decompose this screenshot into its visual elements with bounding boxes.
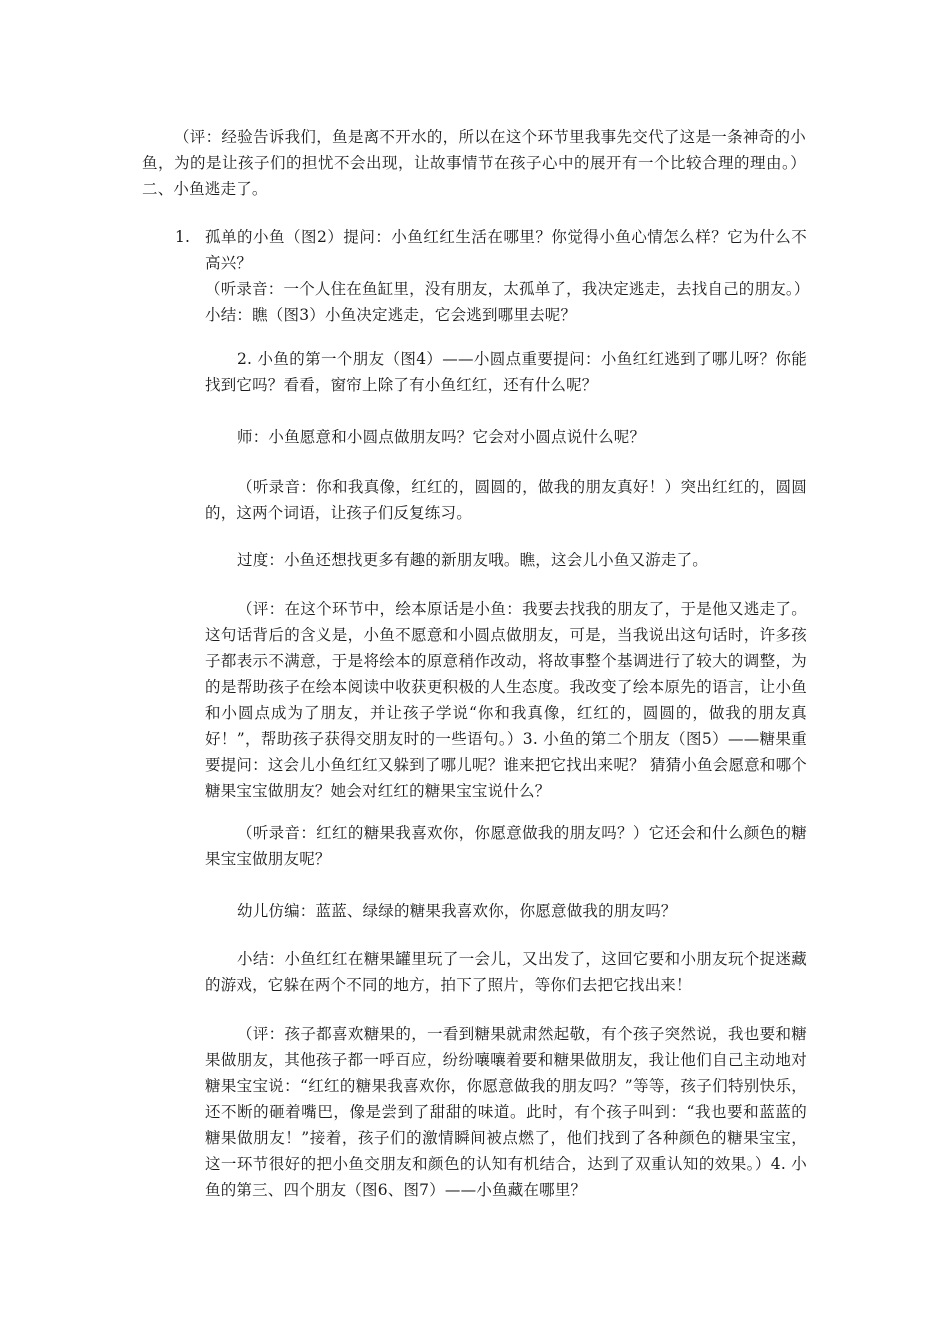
list-item-1 [175, 224, 810, 328]
list-item-1-question: 孤单的小鱼（图2）提问：小鱼红红生活在哪里？你觉得小鱼心情怎么样？它为什么不高兴？ [205, 228, 807, 272]
paragraph-friend-1: 2. 小鱼的第一个朋友（图4）——小圆点重要提问：小鱼红红逃到了哪儿呀？你能找到它吗？看看，窗帘上除了有小鱼红红，还有什么呢？ [205, 350, 807, 394]
paragraph-transition: 过度：小鱼还想找更多有趣的新朋友哦。瞧，这会儿小鱼又游走了。 [237, 551, 709, 569]
paragraph-comment-1: （评：在这个环节中，绘本原话是小鱼：我要去找我的朋友了，于是他又逃走了。这句话背后的含义是，小鱼不愿意和小圆点做朋友，可是，当我说出这句话时，许多孩子都表示不满意，于是将绘本的原意稍作改动，将故事整个基调进行了较大的调整，为的是帮助孩子在绘本阅读中收获更积极的人生态度。我改变了绘本原先的语言，让小鱼和小圆点成为了朋友，并让孩子学说“你和我真像，红红的，圆圆的，做我的朋友真好！”，帮助孩子获得交朋友时的一些语句。）3. 小鱼的第二个朋友（图5）——糖果重要提问：这会儿小鱼红红又躲到了哪儿呢？谁来把它找出来呢？ 猜猜小鱼会愿意和哪个糖果宝宝做朋友？她会对红红的糖果宝宝说什么？ [205, 600, 807, 800]
list-item-1-summary: 小结：瞧（图3）小鱼决定逃走，它会逃到哪里去呢？ [205, 306, 577, 324]
paragraph-child-imitation: 幼儿仿编：蓝蓝、绿绿的糖果我喜欢你，你愿意做我的朋友吗？ [237, 902, 677, 920]
paragraph-comment-2: （评：孩子都喜欢糖果的，一看到糖果就肃然起敬，有个孩子突然说，我也要和糖果做朋友，其他孩子都一呼百应，纷纷嚷嚷着要和糖果做朋友，我让他们自己主动地对糖果宝宝说：“红红的糖果我喜欢你，你愿意做我的朋友吗？”等等，孩子们特别快乐，还不断的砸着嘴巴，像是尝到了甜甜的味道。此时，有个孩子叫到：“我也要和蓝蓝的糖果做朋友！”接着，孩子们的激情瞬间被点燃了，他们找到了各种颜色的糖果宝宝，这一环节很好的把小鱼交朋友和颜色的认知有机结合，达到了双重认知的效果。）4. 小鱼的第三、四个朋友（图6、图7）——小鱼藏在哪里？ [205, 1025, 807, 1199]
paragraph-teacher-question: 师：小鱼愿意和小圆点做朋友吗？它会对小圆点说什么呢？ [237, 428, 646, 446]
paragraph-summary-2: 小结：小鱼红红在糖果罐里玩了一会儿，又出发了，这回它要和小朋友玩个捉迷藏的游戏，它躲在两个不同的地方，拍下了照片，等你们去把它找出来！ [205, 950, 807, 994]
list-item-1-recording: （听录音：一个人住在鱼缸里，没有朋友，太孤单了，我决定逃走，去找自己的朋友。） [205, 280, 810, 298]
paragraph-recording-2: （听录音：红红的糖果我喜欢你，你愿意做我的朋友吗？）它还会和什么颜色的糖果宝宝做朋友呢？ [205, 824, 807, 868]
intro-paragraph: （评：经验告诉我们，鱼是离不开水的，所以在这个环节里我事先交代了这是一条神奇的小鱼，为的是让孩子们的担忧不会出现，让故事情节在孩子心中的展开有一个比较合理的理由。）二、小鱼逃走了。 [142, 128, 806, 198]
paragraph-recording-1: （听录音：你和我真像，红红的，圆圆的，做我的朋友真好！）突出红红的，圆圆的，这两个词语，让孩子们反复练习。 [205, 478, 807, 522]
list-number: 1. [175, 228, 191, 246]
